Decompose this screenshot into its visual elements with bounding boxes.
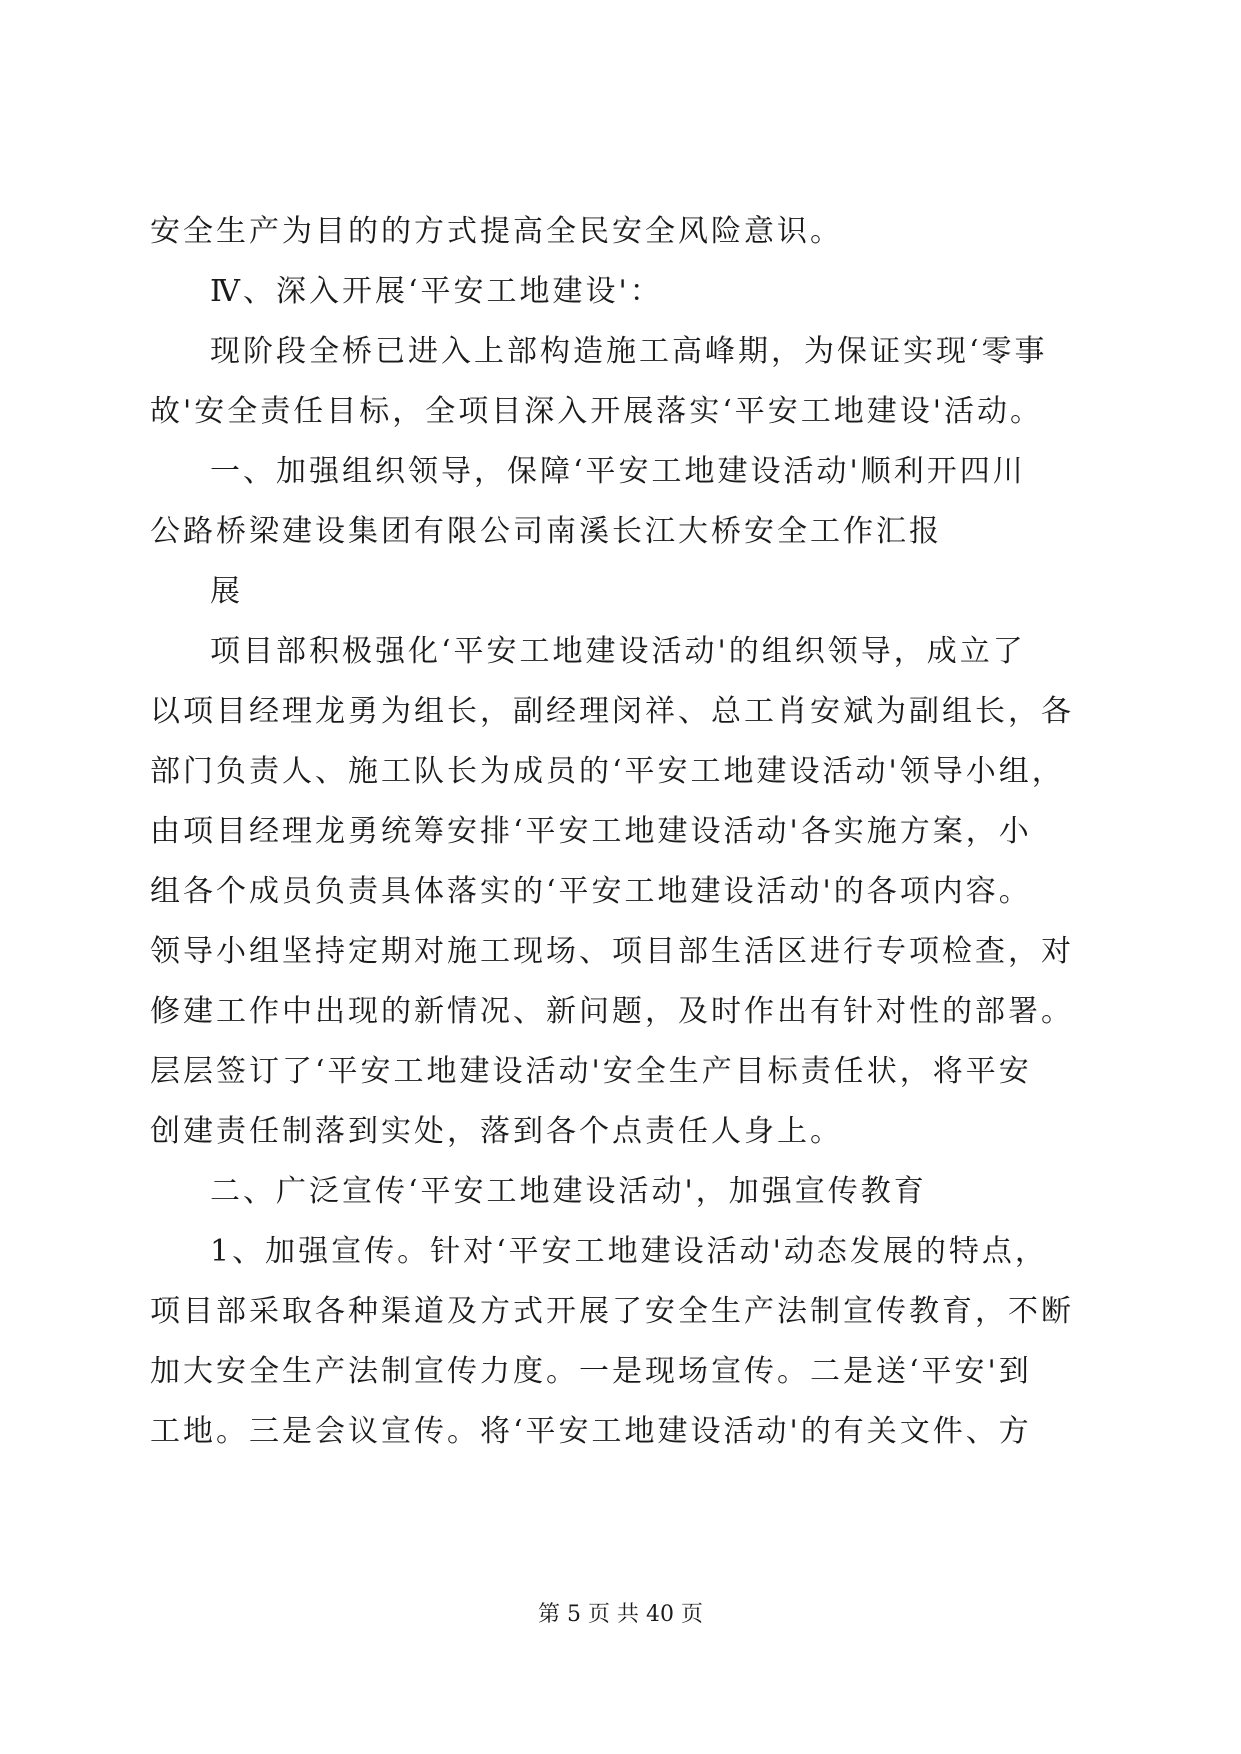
body-line: 由项目经理龙勇统筹安排‘平安工地建设活动'各实施方案，小 [150, 814, 1032, 849]
body-line: 展 [210, 574, 243, 609]
body-line: 层层签订了‘平安工地建设活动'安全生产目标责任状，将平安 [150, 1054, 1032, 1089]
body-line: 组各个成员负责具体落实的‘平安工地建设活动'的各项内容。 [150, 874, 1032, 909]
body-line: 故'安全责任目标，全项目深入开展落实‘平安工地建设'活动。 [150, 394, 1044, 429]
body-line: 修建工作中出现的新情况、新问题，及时作出有针对性的部署。 [150, 994, 1074, 1029]
body-line: 加大安全生产法制宣传力度。一是现场宣传。二是送‘平安'到 [150, 1354, 1032, 1389]
body-line: 创建责任制落到实处，落到各个点责任人身上。 [150, 1114, 843, 1149]
body-line: 现阶段全桥已进入上部构造施工高峰期，为保证实现‘零事 [210, 334, 1048, 369]
body-line: 以项目经理龙勇为组长，副经理闵祥、总工肖安斌为副组长，各 [150, 694, 1074, 729]
body-line: 公路桥梁建设集团有限公司南溪长江大桥安全工作汇报 [150, 514, 942, 549]
body-line: 安全生产为目的的方式提高全民安全风险意识。 [150, 214, 843, 249]
body-line: 1、加强宣传。针对‘平安工地建设活动'动态发展的特点， [210, 1234, 1048, 1269]
section-heading: Ⅳ、深入开展‘平安工地建设'： [210, 274, 663, 309]
section-heading: 一、加强组织领导，保障‘平安工地建设活动'顺利开四川 [210, 454, 1026, 489]
body-line: 部门负责人、施工队长为成员的‘平安工地建设活动'领导小组， [150, 754, 1065, 789]
body-line: 工地。三是会议宣传。将‘平安工地建设活动'的有关文件、方 [150, 1414, 1032, 1449]
body-line: 项目部积极强化‘平安工地建设活动'的组织领导，成立了 [210, 634, 1026, 669]
section-heading: 二、广泛宣传‘平安工地建设活动'，加强宣传教育 [210, 1174, 927, 1209]
page-number-footer: 第 5 页 共 40 页 [538, 1602, 703, 1627]
body-line: 领导小组坚持定期对施工现场、项目部生活区进行专项检查，对 [150, 934, 1074, 969]
body-line: 项目部采取各种渠道及方式开展了安全生产法制宣传教育，不断 [150, 1294, 1074, 1329]
